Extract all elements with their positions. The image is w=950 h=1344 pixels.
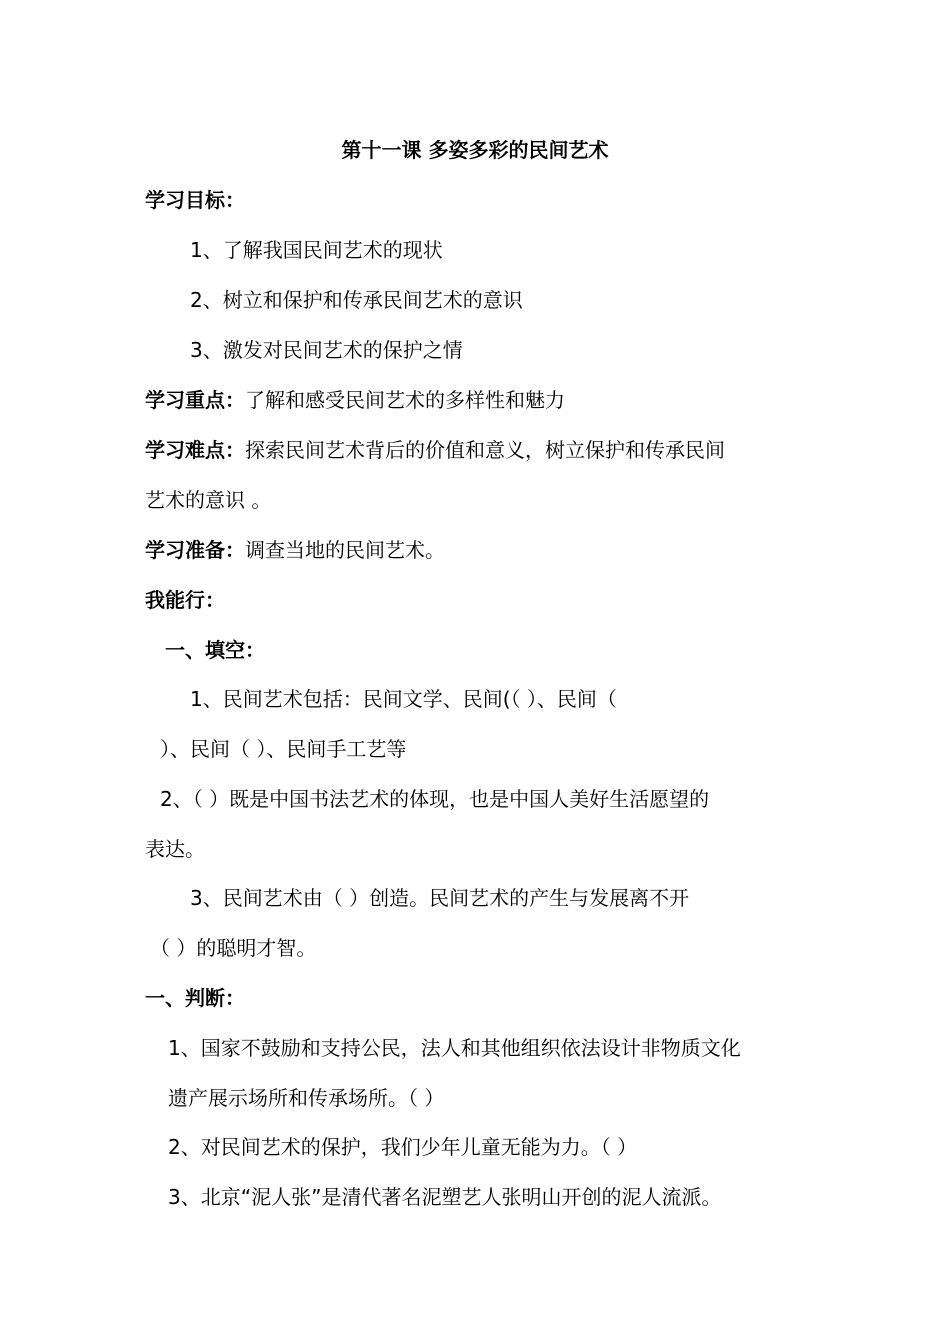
judge-question-1-continued: 遗产展示场所和传承场所。（ ） bbox=[168, 1086, 445, 1110]
fill-blank-question-2-continued: 表达。 bbox=[145, 837, 205, 861]
objective-item: 2、树立和保护和传承民间艺术的意识 bbox=[190, 288, 523, 312]
fill-blank-question-1: 1、民间艺术包括：民间文学、民间(（ ）、民间（ bbox=[190, 687, 617, 711]
objective-item: 1、了解我国民间艺术的现状 bbox=[190, 238, 443, 262]
difficulty-text-continued: 艺术的意识 。 bbox=[145, 488, 272, 512]
fill-blank-heading: 一、填空： bbox=[165, 638, 265, 662]
judge-question-1: 1、国家不鼓励和支持公民，法人和其他组织依法设计非物质文化 bbox=[168, 1036, 741, 1060]
preparation-text: 调查当地的民间艺术。 bbox=[245, 538, 445, 562]
page-title: 第十一课 多姿多彩的民间艺术 bbox=[341, 138, 609, 162]
focus-text: 了解和感受民间艺术的多样性和魅力 bbox=[245, 388, 565, 412]
focus-label: 学习重点： bbox=[145, 388, 245, 412]
preparation-label: 学习准备： bbox=[145, 538, 245, 562]
fill-blank-question-3: 3、民间艺术由（ ）创造。民间艺术的产生与发展离不开 bbox=[190, 886, 690, 910]
difficulty-text: 探索民间艺术背后的价值和意义，树立保护和传承民间 bbox=[245, 438, 725, 462]
focus-line bbox=[145, 386, 565, 414]
objectives-label: 学习目标： bbox=[145, 188, 245, 212]
fill-blank-question-3-continued: （ ）的聪明才智。 bbox=[150, 936, 317, 960]
difficulty-line bbox=[145, 436, 725, 464]
judge-heading: 一、判断： bbox=[145, 986, 245, 1010]
objective-item: 3、激发对民间艺术的保护之情 bbox=[190, 338, 463, 362]
judge-question-2: 2、对民间艺术的保护，我们少年儿童无能为力。（ ） bbox=[168, 1135, 638, 1159]
fill-blank-question-2: 2、（ ）既是中国书法艺术的体现，也是中国人美好生活愿望的 bbox=[160, 787, 710, 811]
preparation-line bbox=[145, 536, 445, 564]
judge-question-3: 3、北京“泥人张”是清代著名泥塑艺人张明山开创的泥人流派。 bbox=[168, 1185, 722, 1209]
fill-blank-question-1-continued: ）、民间（ ）、民间手工艺等 bbox=[160, 737, 407, 761]
can-do-label: 我能行： bbox=[145, 588, 225, 612]
difficulty-label: 学习难点： bbox=[145, 438, 245, 462]
